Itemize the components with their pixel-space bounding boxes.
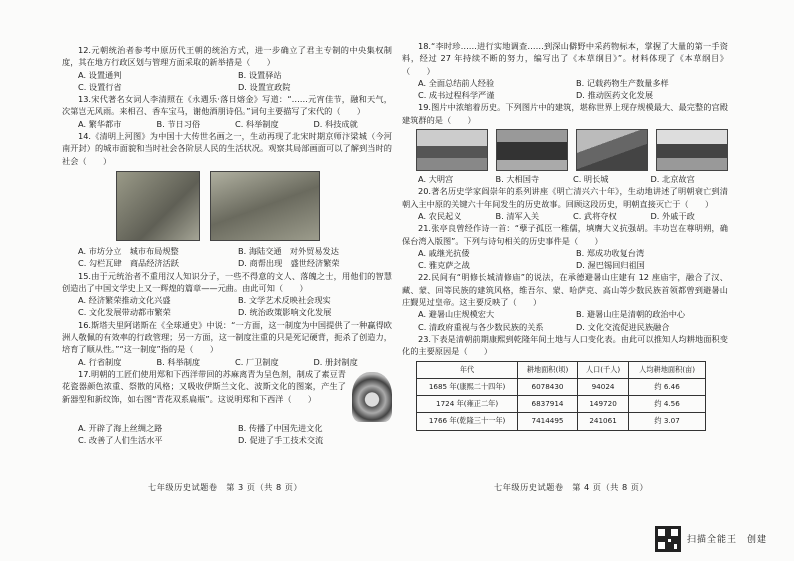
table-cell: 6837914	[518, 396, 578, 413]
table-row	[417, 378, 706, 395]
qr-code-icon	[655, 526, 681, 552]
option[interactable]: A. 避暑山庄规模宏大	[418, 309, 495, 320]
qingming-scroll-image-1	[116, 171, 200, 241]
question-20-options	[402, 210, 728, 222]
xiangguo-temple-image	[496, 129, 568, 171]
option[interactable]: B. 清军入关	[495, 210, 540, 221]
option[interactable]: B. 传播了中国先进文化	[238, 422, 323, 433]
table-cell: 1766 年(乾隆三十一年)	[417, 413, 518, 430]
option[interactable]: D. 渥巴锡回归祖国	[576, 260, 645, 271]
option[interactable]: C. 武将夺权	[573, 210, 617, 221]
question-14: 14.《清明上河图》为中国十大传世名画之一，生动再现了北宋时期京师汴梁城（今河南开封）的城市面貌和当时社会各阶层人民的生活状况。观察其局部画面可以了解到当时的社会（ ）	[62, 131, 392, 166]
option[interactable]: C. 科举制度	[235, 118, 279, 129]
table-cell: 149720	[577, 396, 628, 413]
option[interactable]: D. 促进了手工技术交流	[238, 435, 324, 446]
option[interactable]: D. 推动医药文化发展	[576, 90, 654, 101]
option[interactable]: A. 市坊分立 城市布局规整	[78, 245, 179, 256]
question-17-options	[62, 422, 392, 447]
option[interactable]: D. 文化交流促进民族融合	[576, 321, 670, 332]
question-19-options	[402, 173, 728, 185]
great-wall-image	[576, 129, 648, 171]
option[interactable]: D. 设置宣政院	[238, 81, 291, 92]
option[interactable]: D. 北京故宫	[650, 174, 695, 185]
option[interactable]: C. 设置行省	[78, 81, 122, 92]
question-18: 18.“李时珍……进行实地调查……到深山僻野中采药物标本，掌握了大量的第一手资料，经过 27 年持续不断的努力，编写出了《本草纲目》”。材料体现了《本草纲目》（ ）	[402, 41, 728, 76]
question-18-options	[402, 77, 728, 102]
option[interactable]: C. 改善了人们生活水平	[78, 435, 163, 446]
table-cell: 6078430	[518, 378, 578, 395]
question-23: 23.下表是清朝前期康熙到乾隆年间土地与人口变化表。由此可以推知人均耕地面积变化的主要原因是（ ）	[402, 333, 728, 357]
table-cell: 7414495	[518, 413, 578, 430]
question-15-options	[62, 294, 392, 319]
land-population-table	[416, 361, 706, 431]
option[interactable]: A. 繁华都市	[78, 118, 122, 129]
option[interactable]: A. 行省制度	[78, 356, 122, 367]
option[interactable]: B. 科举制度	[156, 356, 201, 367]
exam-page-3	[62, 0, 392, 500]
option[interactable]: C. 文化发展带动都市繁荣	[78, 307, 171, 318]
question-22-options	[402, 308, 728, 333]
option[interactable]: D. 科技成就	[313, 118, 358, 129]
option[interactable]: D. 册封制度	[313, 356, 358, 367]
table-cell: 约 6.46	[629, 378, 706, 395]
option[interactable]: B. 设置驿站	[238, 69, 282, 80]
question-22: 22.民间有“明修长城清修庙”的说法，在承德避暑山庄建有 12 座庙宇，融合了汉、藏、蒙、回等民族的建筑风格，维吾尔、蒙、哈萨克、高山等少数民族首领都曾到避暑山庄觐见过皇帝。这主要反映了（ ）	[402, 272, 728, 308]
option[interactable]: C. 清政府重视与各少数民族的关系	[418, 321, 544, 332]
option[interactable]: B. 避暑山庄是清朝的政治中心	[576, 309, 686, 320]
question-16-options	[62, 356, 392, 368]
table-cell: 94024	[577, 378, 628, 395]
qingming-scroll-image-2	[210, 171, 320, 241]
daming-palace-image	[416, 129, 488, 171]
option[interactable]: A. 经济繁荣推动文化兴盛	[78, 295, 171, 306]
question-12: 12.元朝统治者参考中原历代王朝的统治方式，进一步确立了君主专制的中央集权制度，其在地方行政区划与管理方面采取的新举措是（ ）	[62, 45, 392, 68]
option[interactable]: A. 开辟了海上丝绸之路	[78, 422, 163, 433]
option[interactable]: D. 外戚干政	[650, 210, 695, 221]
option[interactable]: C. 雅克萨之战	[418, 260, 470, 271]
table-cell: 1685 年(康熙二十四年)	[417, 378, 518, 395]
option[interactable]: A. 农民起义	[418, 210, 462, 221]
question-20: 20.著名历史学家阎崇年的系列讲座《明亡清兴六十年》，生动地讲述了明朝衰亡到清朝入主中原的关键六十年间发生的历史故事。回顾这段历史，明朝直接灭亡于（ ）	[402, 186, 728, 209]
option[interactable]: B. 海陆交通 对外贸易发达	[238, 245, 339, 256]
blue-white-porcelain-flask-image	[352, 372, 392, 422]
question-17: 17.明朝的工匠们使用郑和下西洋带回的苏麻离青为呈色剂，制成了素豆青花瓷器颜色浓重、祭散的风格；又吸收伊斯兰文化、波斯文化的图案，产生了新器型和新纹饰，如右图“青花双系扁瓶”。这说明郑和下西洋（ ）	[62, 368, 346, 404]
table-header: 人均耕地面积(亩)	[629, 361, 706, 378]
question-12-options	[62, 69, 392, 94]
exam-page-4	[402, 0, 728, 500]
option[interactable]: B. 记载药物生产数量多样	[576, 77, 669, 88]
table-header: 人口(千人)	[577, 361, 628, 378]
table-cell: 1724 年(雍正二年)	[417, 396, 518, 413]
option[interactable]: B. 郑成功收复台湾	[576, 247, 645, 258]
question-16: 16.斯塔夫里阿诺斯在《全球通史》中说：“一方面，这一制度为中国提供了一种赢得欧洲人敬佩的有效率的行政管理；另一方面，这一制度注重的只是死记硬背，扼杀了创造力，培育了顺从性。”“这一制度”指的是（ ）	[62, 319, 392, 355]
question-19: 19.图片中浓缩着历史。下列图片中的建筑，堪称世界上现存规模最大、最完整的宫殿建筑群的是（ ）	[402, 102, 728, 125]
table-row	[417, 396, 706, 413]
table-cell: 约 4.56	[629, 396, 706, 413]
question-21: 21.张亭良曾经作诗一首：“孽子孤臣一稚儒，填膺大义抗强胡。丰功岂在尊明朔，确保台湾入版图”。下列与诗句相关的历史事件是（ ）	[402, 223, 728, 246]
option[interactable]: C. 成书过程科学严谨	[418, 90, 495, 101]
question-13: 13.宋代著名女词人李清照在《永遇乐·落日熔金》写道：“……元宵佳节，融和天气，次第岂无风雨。来相召、香车宝马，谢他酒朋诗侣。”词句主要描写了宋代的（ ）	[62, 94, 392, 117]
table-cell: 约 3.07	[629, 413, 706, 430]
table-cell: 241061	[577, 413, 628, 430]
table-header-row	[417, 361, 706, 378]
question-14-options	[62, 245, 392, 270]
question-13-options	[62, 118, 392, 130]
page-3-footer: 七年级历史试题卷 第 3 页（共 8 页）	[148, 482, 303, 492]
question-15: 15.由于元统治者不重用汉人知识分子，一些不得意的文人、落魄之士，用他们的智慧创造出了中国文学史上又一辉煌的篇章——元曲。由此可知（ ）	[62, 270, 392, 293]
question-21-options	[402, 247, 728, 272]
table-header: 耕地面积(顷)	[518, 361, 578, 378]
option[interactable]: D. 统治政策影响文化发展	[238, 307, 332, 318]
page-4-footer: 七年级历史试题卷 第 4 页（共 8 页）	[494, 482, 649, 492]
option[interactable]: C. 厂卫制度	[235, 356, 279, 367]
option[interactable]: B. 节日习俗	[156, 118, 201, 129]
option[interactable]: C. 明长城	[573, 174, 609, 185]
option[interactable]: B. 大相国寺	[495, 174, 540, 185]
option[interactable]: C. 勾栏瓦肆 商品经济活跃	[78, 258, 179, 269]
table-row	[417, 413, 706, 430]
option[interactable]: D. 商帮出现 盛世经济繁荣	[238, 258, 340, 269]
option[interactable]: A. 全面总结前人经验	[418, 77, 495, 88]
option[interactable]: B. 文学艺术反映社会现实	[238, 295, 331, 306]
option[interactable]: A. 设置通判	[78, 69, 122, 80]
option[interactable]: A. 戚继光抗倭	[418, 247, 470, 258]
option[interactable]: A. 大明宫	[418, 174, 454, 185]
forbidden-city-image	[656, 129, 728, 171]
table-header: 年代	[417, 361, 518, 378]
scanner-watermark: 扫描全能王 创建	[687, 535, 768, 545]
